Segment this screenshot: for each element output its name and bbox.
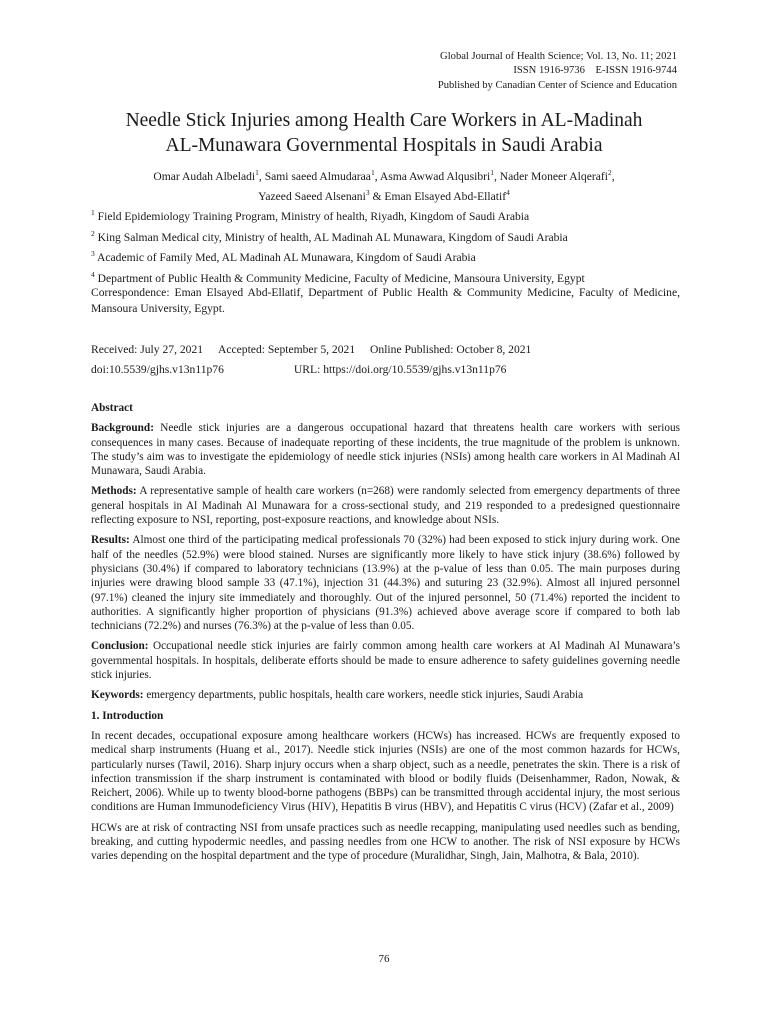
affiliation-list	[91, 203, 682, 285]
author-name: & Eman Elsayed Abd-Ellatif	[369, 189, 507, 203]
affiliation-text: King Salman Medical city, Ministry of health, AL Madinah AL Munawara, Kingdom of Saudi Arabia	[97, 230, 568, 244]
affiliation-3	[91, 244, 682, 265]
correspondence: Correspondence: Eman Elsayed Abd-Ellatif, Department of Public Health & Community Medicine, Faculty of Medicine, Mansoura University, Egypt.	[91, 286, 680, 315]
author-affiliation-marker: 1	[370, 168, 375, 177]
introduction-heading: 1. Introduction	[91, 709, 164, 722]
affiliation-text: Department of Public Health & Community Medicine, Faculty of Medicine, Mansoura University, Egypt	[97, 271, 585, 285]
journal-publisher: Published by Canadian Center of Science and Education	[437, 79, 677, 91]
author-separator: ,	[611, 169, 615, 183]
abstract-results	[91, 533, 680, 633]
affiliation-4	[91, 265, 682, 286]
author-affiliation-marker: 2	[607, 168, 612, 177]
affiliation-number: 3	[91, 249, 95, 259]
abstract-heading: Abstract	[91, 402, 133, 414]
journal-header	[438, 50, 677, 93]
affiliation-number: 1	[91, 208, 95, 217]
author-name: , Asma Awwad Alqusibri	[374, 169, 491, 183]
background-label: Background:	[91, 422, 154, 435]
affiliation-text: Academic of Family Med, AL Madinah AL Munawara, Kingdom of Saudi Arabia	[97, 251, 476, 265]
results-text: Almost one third of the participating medical professionals 70 (32%) had been exposed to stick injury during work. One half of the needles (52.9%) were blood stained. Nurses are significantly more likely to have stick injury (38.6%) followed by physicians (30.4%) if compared to laboratory technicians (13.9%) at the p-value of less than 0.05. The main purposes during injuries were drawing blood sample 33 (47.1%), injection 31 (44.3%) and suturing 23 (32.9%). Almost all injured personnel (97.1%) cleaned the injury site immediately and thoroughly. Out of the injured personnel, 50 (71.4%) reported the incident to authorities. A significantly higher proportion of physicians (91.3%) achieved above average score if compared to both lab technicians (72.2%) and nurses (76.3%) at the p-value of less than 0.05.	[91, 534, 680, 633]
author-affiliation-marker: 1	[255, 168, 259, 177]
author-list	[60, 165, 708, 205]
author-name: , Sami saeed Almudaraa	[258, 169, 371, 183]
author-affiliation-marker: 3	[365, 188, 370, 198]
doi-url[interactable]: URL: https://doi.org/10.5539/gjhs.v13n11p76	[293, 363, 507, 376]
abstract-methods	[91, 484, 680, 527]
conclusion-text: Occupational needle stick injuries are fairly common among health care workers at Al Madinah Al Munawara’s governmental hospitals. In hospitals, deliberate efforts should be made to ensure adherence to safety guidelines governing needle stick injuries.	[91, 640, 680, 682]
background-text: Needle stick injuries are a dangerous occupational hazard that threatens health care workers with serious consequences in many cases. Because of inadequate reporting of these incidents, the true magnitude of the problem is unknown. The study’s aim was to investigate the epidemiology of needle stick injuries (NSIs) among health care workers in Al Madinah Al Munawara, Saudi Arabia.	[91, 422, 680, 478]
abstract-keywords	[91, 688, 680, 702]
affiliation-text: Field Epidemiology Training Program, Ministry of health, Riyadh, Kingdom of Saudi Arabia	[97, 209, 530, 223]
introduction-paragraph-1: In recent decades, occupational exposure among healthcare workers (HCWs) has increased. HCWs are frequently exposed to medical sharp instruments (Huang et al., 2017). Needle stick injuries (NSIs) are one of the most common hazards for HCWs, particularly nurses (Tawil, 2016). Sharp injury occurs when a sharp object, such as a needle, penetrates the skin. There is a risk of infection transmission if the sharp instrument is contaminated with blood or bodily fluids (Deisenhammer, Radon, Nowak, & Reichert, 2006). While up to twenty blood-borne pathogens (BBPs) can be transmitted through accidental injury, the most serious conditions are Human Immunodeficiency Virus (HIV), Hepatitis B virus (HBV), and Hepatitis C virus (HCV) (Zafar et al., 2009)	[91, 729, 680, 814]
paper-title	[60, 108, 708, 158]
paper-body	[91, 401, 680, 870]
affiliation-2	[91, 224, 682, 245]
publication-dates	[91, 340, 531, 380]
introduction-paragraph-2: HCWs are at risk of contracting NSI from unsafe practices such as needle recapping, manipulating used needles such as bending, breaking, and cutting hypodermic needles, and passing needles from one HCW to another. The risk of NSI exposure by HCWs varies depending on the hospital department and the type of procedure (Muralidhar, Singh, Jain, Malhotra, & Bala, 2010).	[91, 821, 680, 863]
dates-line	[91, 340, 531, 360]
results-label: Results:	[91, 534, 130, 547]
keywords-label: Keywords:	[91, 689, 144, 702]
received-date: Received: July 27, 2021	[91, 343, 204, 356]
journal-issn: ISSN 1916-9736 E-ISSN 1916-9744	[513, 65, 677, 77]
affiliation-1	[91, 203, 682, 224]
affiliation-number: 2	[91, 228, 95, 238]
doi: doi:10.5539/gjhs.v13n11p76	[91, 363, 224, 376]
keywords-text: emergency departments, public hospitals, health care workers, needle stick injuries, Saudi Arabia	[143, 689, 584, 702]
affiliation-number: 4	[91, 269, 95, 279]
methods-text: A representative sample of health care workers (n=268) were randomly selected from emergency departments of three general hospitals in Al Madinah Al Munawara for a cross-sectional study, and 219 responded to a predesigned questionnaire reflecting exposure to NSI, reporting, post-exposure reactions, and knowledge about NSIs.	[91, 485, 680, 527]
abstract-conclusion	[91, 639, 680, 682]
journal-citation: Global Journal of Health Science; Vol. 13, No. 11; 2021	[440, 51, 677, 62]
title-line-1: Needle Stick Injuries among Health Care Workers in AL-Madinah	[125, 110, 643, 131]
author-affiliation-marker: 4	[506, 188, 510, 198]
author-name: , Nader Moneer Alqerafi	[493, 169, 608, 183]
methods-label: Methods:	[91, 485, 137, 498]
title-line-2: AL-Munawara Governmental Hospitals in Saudi Arabia	[165, 135, 603, 156]
doi-line	[91, 360, 531, 380]
abstract-background	[91, 421, 680, 478]
page-number: 76	[378, 953, 390, 965]
conclusion-label: Conclusion:	[91, 640, 149, 653]
author-name: Yazeed Saeed Alsenani	[258, 189, 366, 203]
published-date: Online Published: October 8, 2021	[370, 343, 532, 356]
accepted-date: Accepted: September 5, 2021	[217, 343, 356, 356]
author-name: Omar Audah Albeladi	[153, 169, 256, 183]
author-affiliation-marker: 1	[490, 168, 494, 177]
authors-line-1	[60, 165, 708, 185]
